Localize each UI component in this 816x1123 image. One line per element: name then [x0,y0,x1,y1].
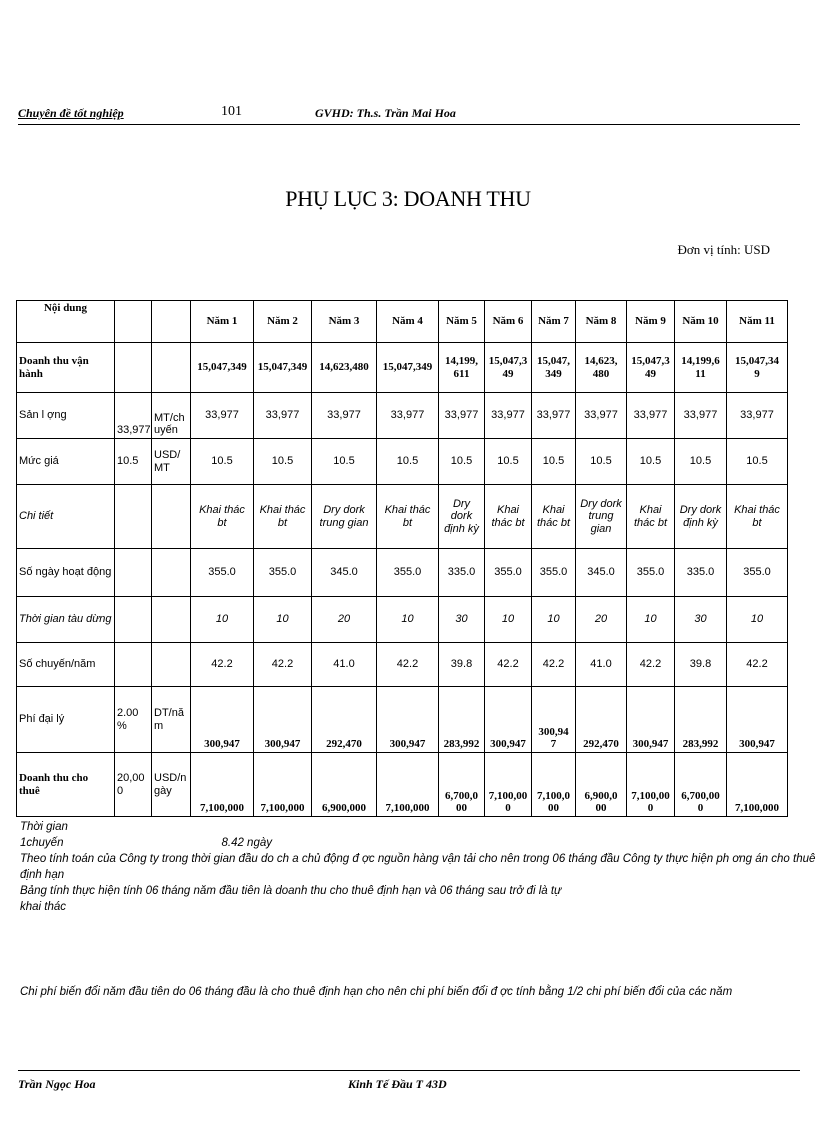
table-cell: 10 [191,597,254,643]
table-cell: 10.5 [675,439,727,485]
table-cell: 10.5 [485,439,532,485]
table-cell: 7,100,00 0 [485,753,532,817]
table-cell: 42.2 [532,643,576,687]
table-cell: 300,94 7 [532,687,576,753]
table-cell: Khai thác bt [532,485,576,549]
table-cell: 7,100,000 [191,753,254,817]
table-cell: 10.5 [254,439,312,485]
row-base-value: 10.5 [115,439,152,485]
table-cell: 39.8 [675,643,727,687]
row-unit [152,643,191,687]
note-line: khai thác [20,901,67,913]
table-cell: 6,900,000 [312,753,377,817]
year-header: Năm 9 [627,301,675,343]
table-cell: 15,047,349 [191,343,254,393]
table-cell: 33,977 [485,393,532,439]
table-cell: 283,992 [675,687,727,753]
footer-class: Kinh Tế Đầu T 43D [348,1077,447,1091]
table-cell: 14,199, 611 [439,343,485,393]
table-cell: Dry dork trung gian [312,485,377,549]
table-cell: 10.5 [439,439,485,485]
row-output [17,393,788,439]
table-cell: 292,470 [312,687,377,753]
table-cell: 10 [377,597,439,643]
row-base-value [115,485,152,549]
row-unit: MT/ch uyến [152,393,191,439]
notes [20,819,816,915]
table-cell: 33,977 [627,393,675,439]
row-label: Doanh thu cho thuê [17,753,115,817]
revenue-table [16,300,788,817]
table-cell: 292,470 [576,687,627,753]
table-cell: 10 [727,597,788,643]
note-line: Thời gian [20,821,68,833]
table-cell: 14,199,6 11 [675,343,727,393]
row-label: Phí đại lý [17,687,115,753]
page-footer [18,1070,800,1111]
table-cell: 10 [627,597,675,643]
row-base-value: 20,00 0 [115,753,152,817]
table-cell: 10.5 [532,439,576,485]
row-unit: USD/ MT [152,439,191,485]
table-cell: 7,100,0 00 [532,753,576,817]
table-cell: 33,977 [377,393,439,439]
table-cell: 20 [312,597,377,643]
year-header: Năm 4 [377,301,439,343]
table-cell: 33,977 [191,393,254,439]
page-title: PHỤ LỤC 3: DOANH THU [285,186,531,211]
table-cell: 335.0 [675,549,727,597]
table-cell: 33,977 [254,393,312,439]
table-cell: Khai thác bt [254,485,312,549]
table-cell: 39.8 [439,643,485,687]
row-label: Số chuyến/năm [17,643,115,687]
table-cell: 42.2 [254,643,312,687]
table-cell: Khai thác bt [727,485,788,549]
note-line: Chi phí biến đổi năm đầu tiên do 06 tháng đầu là cho thuê định hạn cho nên chi phí biến đổi đ ợc tính bằng 1/2 chi phí biến đổi của các năm [20,986,733,998]
table-cell: 300,947 [627,687,675,753]
table-cell: 355.0 [727,549,788,597]
row-detail [17,485,788,549]
year-header: Năm 8 [576,301,627,343]
row-price [17,439,788,485]
row-stop-time [17,597,788,643]
note-line: Bảng tính thực hiện tính 06 tháng năm đầu tiên là doanh thu cho thuê định hạn và 06 tháng sau trở đi là tự [20,885,562,897]
year-header: Năm 5 [439,301,485,343]
table-cell: 10 [254,597,312,643]
year-header: Năm 10 [675,301,727,343]
table-cell: 33,977 [532,393,576,439]
table-cell: 335.0 [439,549,485,597]
table-cell: 42.2 [627,643,675,687]
table-cell: 42.2 [377,643,439,687]
table-cell: 15,047,3 49 [627,343,675,393]
table-cell: 15,047,3 49 [485,343,532,393]
table-cell: 15,047, 349 [532,343,576,393]
table-cell: 42.2 [191,643,254,687]
table-cell: 41.0 [312,643,377,687]
row-label: Sản l ợng [17,393,115,439]
table-cell: 6,900,0 00 [576,753,627,817]
row-trips [17,643,788,687]
table-cell: 7,100,00 0 [627,753,675,817]
year-header: Năm 7 [532,301,576,343]
table-cell: 33,977 [727,393,788,439]
table-cell: 10 [532,597,576,643]
table-cell: 33,977 [439,393,485,439]
table-cell: 10.5 [576,439,627,485]
footer-author: Trần Ngọc Hoa [18,1077,96,1091]
table-cell: 300,947 [485,687,532,753]
table-cell: 345.0 [576,549,627,597]
table-cell: 15,047,349 [377,343,439,393]
table-cell: Khai thác bt [377,485,439,549]
row-label: Số ngày hoạt động [17,549,115,597]
year-header: Năm 11 [727,301,788,343]
table-cell: 10.5 [627,439,675,485]
header-label: Nội dung [17,301,115,343]
table-cell: 300,947 [254,687,312,753]
table-cell: 33,977 [576,393,627,439]
table-cell: 30 [675,597,727,643]
note-value: 8.42 ngày [221,837,272,849]
table-cell: 283,992 [439,687,485,753]
table-cell: 355.0 [191,549,254,597]
page-header [18,104,800,125]
row-unit [152,343,191,393]
row-unit: USD/n gày [152,753,191,817]
table-cell: 300,947 [727,687,788,753]
header-doc-type: Chuyên đề tốt nghiệp [18,106,124,120]
table-cell: 6,700,00 0 [675,753,727,817]
unit-label: Đơn vị tính: USD [677,242,770,257]
table-cell: 10.5 [312,439,377,485]
note-line: định hạn [20,869,65,881]
table-cell: 42.2 [485,643,532,687]
row-base-value [115,343,152,393]
table-cell: 7,100,000 [377,753,439,817]
header-row [17,301,788,343]
table-cell: 7,100,000 [254,753,312,817]
row-agency-fee [17,687,788,753]
header-advisor: GVHD: Th.s. Trần Mai Hoa [315,106,456,120]
table-cell: 15,047,34 9 [727,343,788,393]
table-cell: 14,623, 480 [576,343,627,393]
row-label: Doanh thu vận hành [17,343,115,393]
table-cell: 300,947 [191,687,254,753]
row-unit [152,597,191,643]
table-cell: 355.0 [627,549,675,597]
row-unit [152,485,191,549]
row-unit: DT/nă m [152,687,191,753]
table-cell: 15,047,349 [254,343,312,393]
table-cell: 355.0 [532,549,576,597]
table-cell: 41.0 [576,643,627,687]
table-cell: 355.0 [485,549,532,597]
table-cell: Khai thác bt [627,485,675,549]
row-base-value [115,549,152,597]
table-cell: 300,947 [377,687,439,753]
table-cell: 10.5 [727,439,788,485]
table-cell: 20 [576,597,627,643]
table-cell: Khai thác bt [485,485,532,549]
table-cell: 345.0 [312,549,377,597]
row-label: Thời gian tàu dừng [17,597,115,643]
row-label: Mức giá [17,439,115,485]
table-cell: 7,100,000 [727,753,788,817]
year-header: Năm 1 [191,301,254,343]
row-charter-revenue [17,753,788,817]
note-line: 1chuyến [20,837,64,849]
table-cell: 14,623,480 [312,343,377,393]
table-cell: 10.5 [191,439,254,485]
year-header: Năm 2 [254,301,312,343]
table-cell: Khai thác bt [191,485,254,549]
table-cell: 33,977 [675,393,727,439]
note-line: Theo tính toán của Công ty trong thời gian đầu do ch a chủ động đ ợc nguồn hàng vận tải cho nên trong 06 tháng đầu Công ty thực hiện ph ơng án cho thuê [20,853,816,865]
row-base-value [115,643,152,687]
row-operating-revenue [17,343,788,393]
row-base-value: 33,977 [115,393,152,439]
table-cell: Dry dork trung gian [576,485,627,549]
table-cell: 30 [439,597,485,643]
row-unit [152,549,191,597]
table-cell: 10 [485,597,532,643]
row-base-value [115,597,152,643]
table-cell: Dry dork định kỳ [675,485,727,549]
table-cell: Dry dork định kỳ [439,485,485,549]
table-cell: 355.0 [377,549,439,597]
row-label: Chi tiết [17,485,115,549]
table-cell: 42.2 [727,643,788,687]
table-cell: 10.5 [377,439,439,485]
year-header: Năm 6 [485,301,532,343]
table-cell: 6,700,0 00 [439,753,485,817]
table-cell: 33,977 [312,393,377,439]
table-cell: 355.0 [254,549,312,597]
year-header: Năm 3 [312,301,377,343]
row-operating-days [17,549,788,597]
row-base-value: 2.00 % [115,687,152,753]
page-number: 101 [221,104,242,119]
